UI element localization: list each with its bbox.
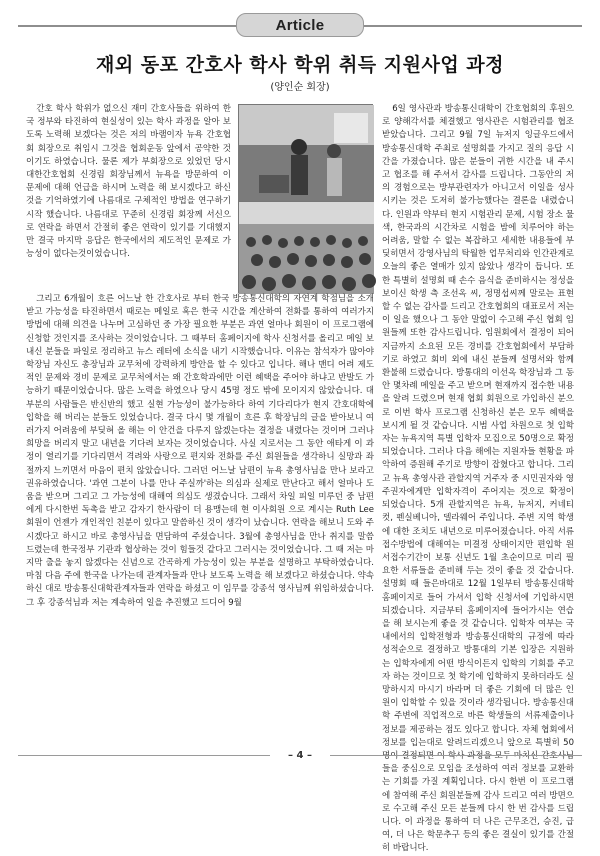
meeting-photo-audience [238, 201, 373, 293]
photo-image-icon [239, 202, 374, 294]
body-column-left-top [26, 103, 231, 293]
body-column-right [382, 103, 574, 854]
article-title: 재외 동포 간호사 학사 학위 취득 지원사업 과정 [95, 54, 505, 76]
body-paragraph: 그리고 6개월이 흐른 어느날 한 간호사로 부터 한국 방송통신대학의 자연계 학점님을 소개받고 가능성을 타진하면서 때로는 메일로 혹은 한국 시간을 계산하여 전화를 통하여 여러가지 방법에 대해 의견을 나누며 고심하던 중 가장 필요한 부분은 과연 얼마나 회원이 이 프로그램에 신청할 것인지를 조사하는 것이었습니다. 그 때부터 홈페이지에 학사 신청서를 올리고 메일 보내신 분들을 파일로 정리하고 뉴스 레터에 소식을 내기 시작했습니다. 이유는 참석자가 많아야 학장님 자신도 총장님과 교무처에 강력하게 방안을 할 수 있다고 입니다. 해나 맨디 어려 제도적인 문제와 경비 문제로 교무처에서는 왜 간호학과에만 이런 혜택을 주어야 하냐고 반발도 가능하기 때문이었습니다. 많은 노력을 하였으나 당시 45명 정도 밖에 모이지지 않았습니다. 대부분의 사람들은 반신반의 했고 실현 가능성이 불가능하다 하여 기다리다가 현지 간호대학에 입학을 해 버리는 분들도 있었습니다. 결국 다시 몇 개월이 흐른 후 학장님의 글을 받아보니 여러가지 어려움에 부딪혀 올 해는 이 안건을 다루지 않겠는다는 결정을 내렸다는 것이며 그러나 희망을 버리지 말고 내년을 기다려 보자는 것이었습니다. 사실 지로서는 그 동안 애타게 이 과정이 열리기를 기다리면서 격려와 사랑으로 편지와 전화를 주신 회원들을 생각하니 실망과 좌절까지 느끼면서 마음이 편치 않았습니다. 그러던 어느날 남편이 뉴욕 총영사님을 만나 보라고 권유하였습니다. '과연 그분이 나를 만나 주실까'하는 의심과 실제로 만난다고 해서 얼마나 도움을 받으며 그리고 그 가능성에 대해여 의심도 생겼습니다. 그래서 차일 피일 미루던 중 남편에게 다시한번 독촉을 받고 감자기 한사람이 더 용맹는데 현 이사회원 으로 계시는 Ruth Lee 회원이 언젠가 개인적인 친분이 있다고 말씀하신 것이 생각이 났습니다. 연락을 해보니 도와 주시겠다고 하시고 바로 총영사님을 면담하여 주셨습니다. 3월에 총영사님을 만나 취지를 말씀 드렸는데 한국정부 기관과 협상하는 것이 힘들것 같다고 그러시는 것이었습니다. 그 때 저는 마지막 출을 놓지 않겠다는 신념으로 간곡하게 가능성이 있는 부분을 설명하고 부탁하였습니다. 마침 다음 주에 한국을 나가는데 관계자들과 만나 보도록 노력을 해 보겠다고 하셨습니다. 약속하신 대로 방송통신대학관계자들과 연락을 하셨고 이 임무를 강종석 영사님께 위임하셨습니다. 그 후 강종석님과 저는 계속하여 일을 추진했고 드디어 9월 [26, 294, 374, 608]
body-paragraph: 6일 영사관과 방송통신대학이 간호협회의 후원으로 양해각서를 체결했고 영사관은 시험관리를 협조 받았습니다. 그리고 9월 7일 뉴저지 잉글우드에서 방송통신대학 주최로 설명회를 가지고 질의 응답 시간을 가졌습니다. 많은 분들이 귀한 시간을 내 주시고 협조를 해 주셔서 감사를 드립니다. 그동안의 저의 경험으로는 방부관련자가 아니고서 이일을 성사시키는 것은 도저히 불가능했다는 결론을 내렸습니다. 인원과 약부터 현지 시험관리 문제, 시험 장소 물색, 한국과의 시간차로 시험을 밤에 치루어야 하는 어려움, 말할 수 없는 복잡하고 세세한 내용들에 부딪히면서 강영사님의 탁월한 업무처리와 인간관계로 오늘의 좋은 열매가 있지 않았나 생각이 듭니다. 또한 특별히 설명회 때 손수 음식을 준비하시는 정성을 보이신 학생 측 조선옥 씨, 정명섭씨께 말로는 표현할 수 없는 감사를 드리고 간호협회의 대표로서 저는 이 일을 했으나 그 동안 말없이 수고해 주신 협회 임원들께 또한 감사드립니다. 임원회에서 결정이 되어 지금까지 소요된 모든 경비를 간호협회에서 부담하기로 하였고 회비 외에 내신 분들께 설명서와 함께 환불해 드렸습니다. 방통대의 이선옥 학장님과 그 동안 몇차례 메일을 주고 받으며 현재까지 접수한 내용을 알려 드렸으며 현재 협회 회원으로 가입하신 분으로 이번 학사 프로그램 신청하신 분은 모두 혜택을 보시게 될 것 같습니다. 시범 사업 차원으로 첫 입학자는 뉴욕지역 특별 입학자 모집으로 50명으로 확정되었습니다. 그러나 다음 해에는 지원자들 현황을 파악하여 증원해 주기로 방향이 잡혔다고 합니다. 그리고 뉴욕 총영사관 관할지역 거주자 중 시민권자와 영주권자에게만 입학자격이 주어지는 것으로 확정이 되었습니다. 5개 관할지역은 뉴욕, 뉴저지, 커네티컷, 펜실베니아, 델라웨어 주입니다. 주변 지역 학생에 대한 조치도 내년으로 미루어졌습니다. 아직 서류 접수방법에 대해여는 미결정 상태이지만 편입학 원서접수기간이 보통 신년도 1월 초순이므로 미리 필요한 서류들을 준비해 두는 것이 좋을 것 같습니다. 설명회 때 들은바대로 12월 1일부터 방송통신대학 홈페이지로 들어 가셔서 입학 신청서에 기입하시면 되겠습니다. 지금부터 홈페이지에 들어가시는 연습을 해 보시는게 좋을 것 같습니다. 입학자 여부는 국내에서의 입학전형과 방송통신대학의 규정에 따라 성적순으로 결정하고 방통대의 기본 입장은 지원하는 입학자에게 어떤 방식이든지 입학의 기회를 주고자 하는 것이므로 첫 학기에 입학하지 못하더라도 실망하시지 마시기 바라며 더 좋은 기회에 더 많은 인원이 입학할 수 있을 것이라 생각됩니다. 방송통신대학 주변에 직업적으로 바른 학생들의 서류제출이나 정보를 제공하는 점도 있다고 합니다. 자체 협회에서 정보를 입는대로 알려드리겠으니 앞으로 특별히 50 들을 중심으로 모임을 조성하여 여러 정보를 교환하는 기회를 가질 계획입니다. 다시 한번 이 프로그램에 참여해 주신 회원분들께 감사 드리고 여러 방면으로 수고해 주신 모든 분들께 다시 한 번 감사를 드립니다. 이 과정을 통하여 더 나은 근무조건, 승진, 급여, 더 나은 학문추구 등의 좋은 결실이 있기를 간절히 바랍니다. [382, 104, 574, 854]
article-byline: (양인순 회장) [270, 82, 330, 93]
photo-image-icon [239, 105, 374, 202]
body-column-left [26, 293, 374, 703]
section-label: Article [275, 16, 325, 34]
section-tab [236, 13, 364, 37]
body-paragraph: 간호 학사 학위가 없으신 재미 간호사들을 위하여 한국 정부와 타진하여 현실성이 있는 학사 과정을 알아 보도록 노력해 보겠다는 것은 저의 바램이자 뉴욕 간호협회 회장으로 취임시 그것을 협회운동 앞에서 공약한 것이기도 하였습니다. 물론 제가 부회장으로 있었던 당시 대한간호협회 신경림 회장님께서 뉴욕을 방문하여 이 문제에 대해 언급을 하시며 노력을 해 보시겠다고 하신것을 기억하였기에 나름대로 구체적인 방법을 연구하기 시작 했습니다. 나름대로 꾸준히 신경림 회장께 서신으로 연락을 하면서 간절히 좋은 연락이 있기를 기대했지만 결국 마지막 응답은 한국에서의 제도적인 문제로 가능성이 없다는것이었습니다. [26, 104, 231, 260]
meeting-photo-speaker [238, 104, 373, 201]
page-number: – 4 – [270, 748, 330, 764]
